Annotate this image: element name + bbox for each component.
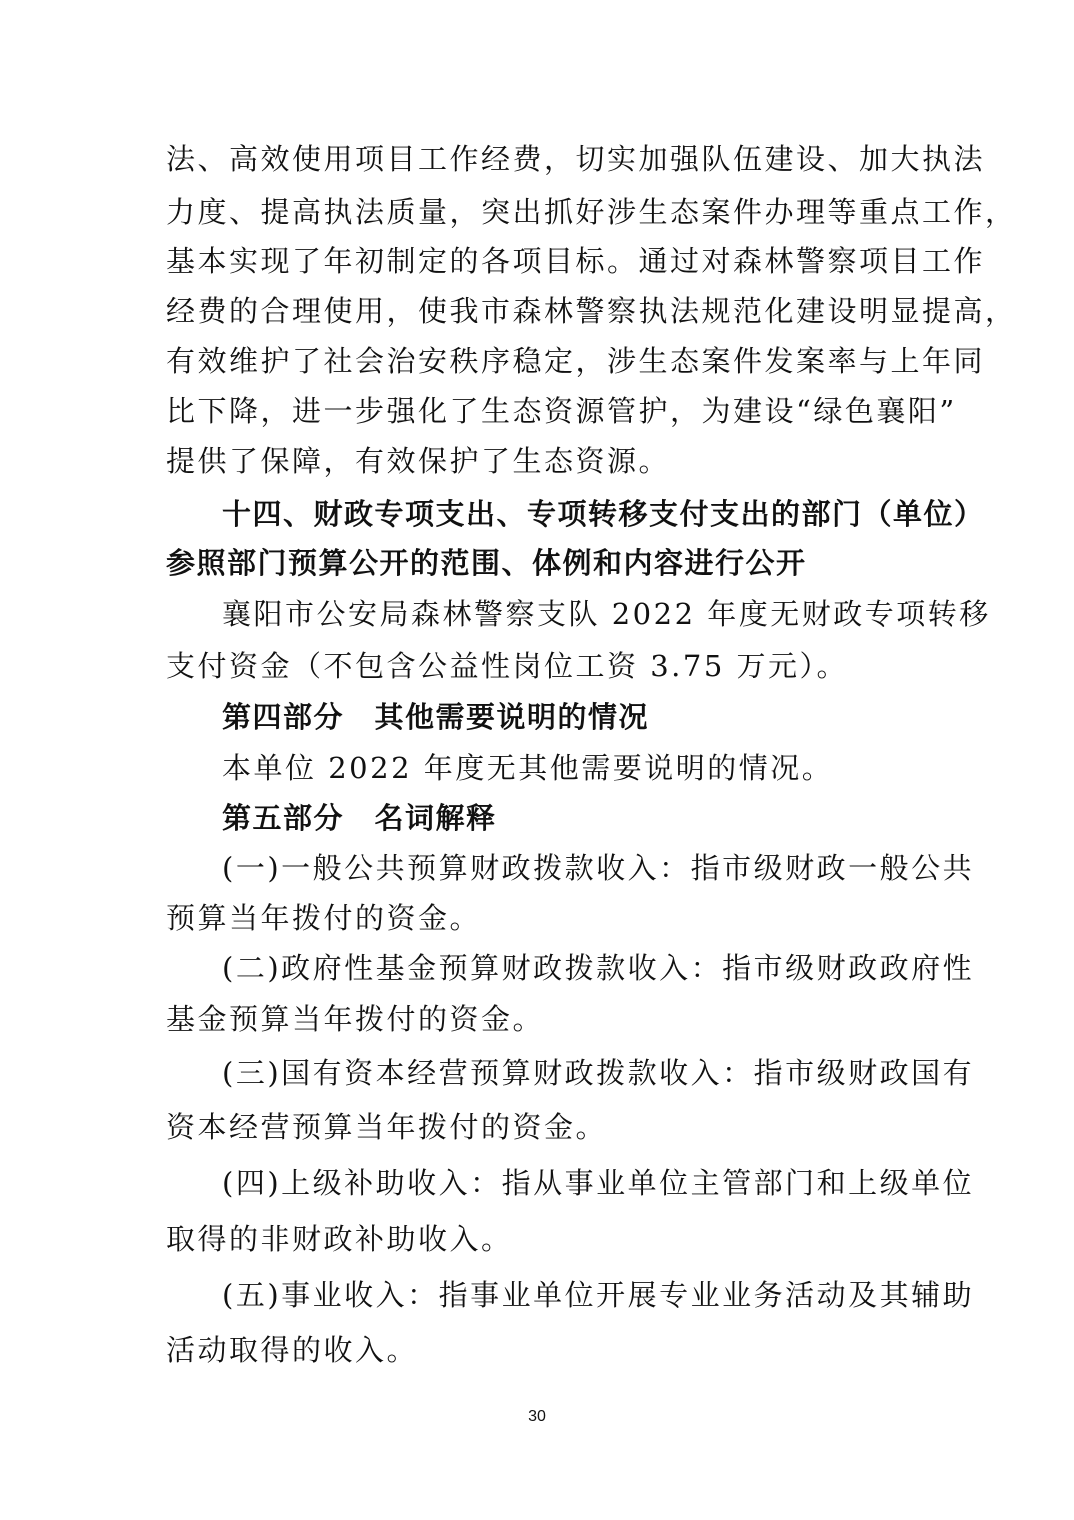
body-text-line: 襄阳市公安局森林警察支队 2022 年度无财政专项转移 [222,597,991,631]
definition-item-5: (五)事业收入：指事业单位开展专业业务活动及其辅助 [222,1278,975,1312]
body-text-line: 法、高效使用项目工作经费，切实加强队伍建设、加大执法 [166,142,986,176]
body-text-line: 经费的合理使用，使我市森林警察执法规范化建设明显提高， [166,294,1017,328]
definition-item-1: (一)一般公共预算财政拨款收入：指市级财政一般公共 [222,851,975,885]
body-text-line: 资本经营预算当年拨付的资金。 [166,1110,608,1144]
definition-item-2: (二)政府性基金预算财政拨款收入：指市级财政政府性 [222,951,975,985]
body-text-line: 比下降，进一步强化了生态资源管护，为建设“绿色襄阳” [166,394,957,428]
section-heading-14-cont: 参照部门预算公开的范围、体例和内容进行公开 [166,546,807,580]
section-heading-part5: 第五部分 名词解释 [222,801,497,835]
page-number: 30 [528,1408,546,1425]
body-text-line: 有效维护了社会治安秩序稳定，涉生态案件发案率与上年同 [166,344,986,378]
body-text-line: 基本实现了年初制定的各项目标。通过对森林警察项目工作 [166,244,986,278]
section-heading-part4: 第四部分 其他需要说明的情况 [222,700,650,734]
body-text-line: 取得的非财政补助收入。 [166,1222,513,1256]
body-text-line: 基金预算当年拨付的资金。 [166,1002,545,1036]
body-text-line: 活动取得的收入。 [166,1333,419,1367]
body-text-line: 支付资金（不包含公益性岗位工资 3.75 万元）。 [166,649,849,683]
body-text-line: 力度、提高执法质量，突出抓好涉生态案件办理等重点工作， [166,195,1017,229]
definition-item-3: (三)国有资本经营预算财政拨款收入：指市级财政国有 [222,1056,975,1090]
body-text-line: 提供了保障，有效保护了生态资源。 [166,444,671,478]
body-text-line: 预算当年拨付的资金。 [166,901,482,935]
definition-item-4: (四)上级补助收入：指从事业单位主管部门和上级单位 [222,1166,975,1200]
body-text-line: 本单位 2022 年度无其他需要说明的情况。 [222,751,834,785]
section-heading-14: 十四、财政专项支出、专项转移支付支出的部门（单位） [222,497,985,531]
